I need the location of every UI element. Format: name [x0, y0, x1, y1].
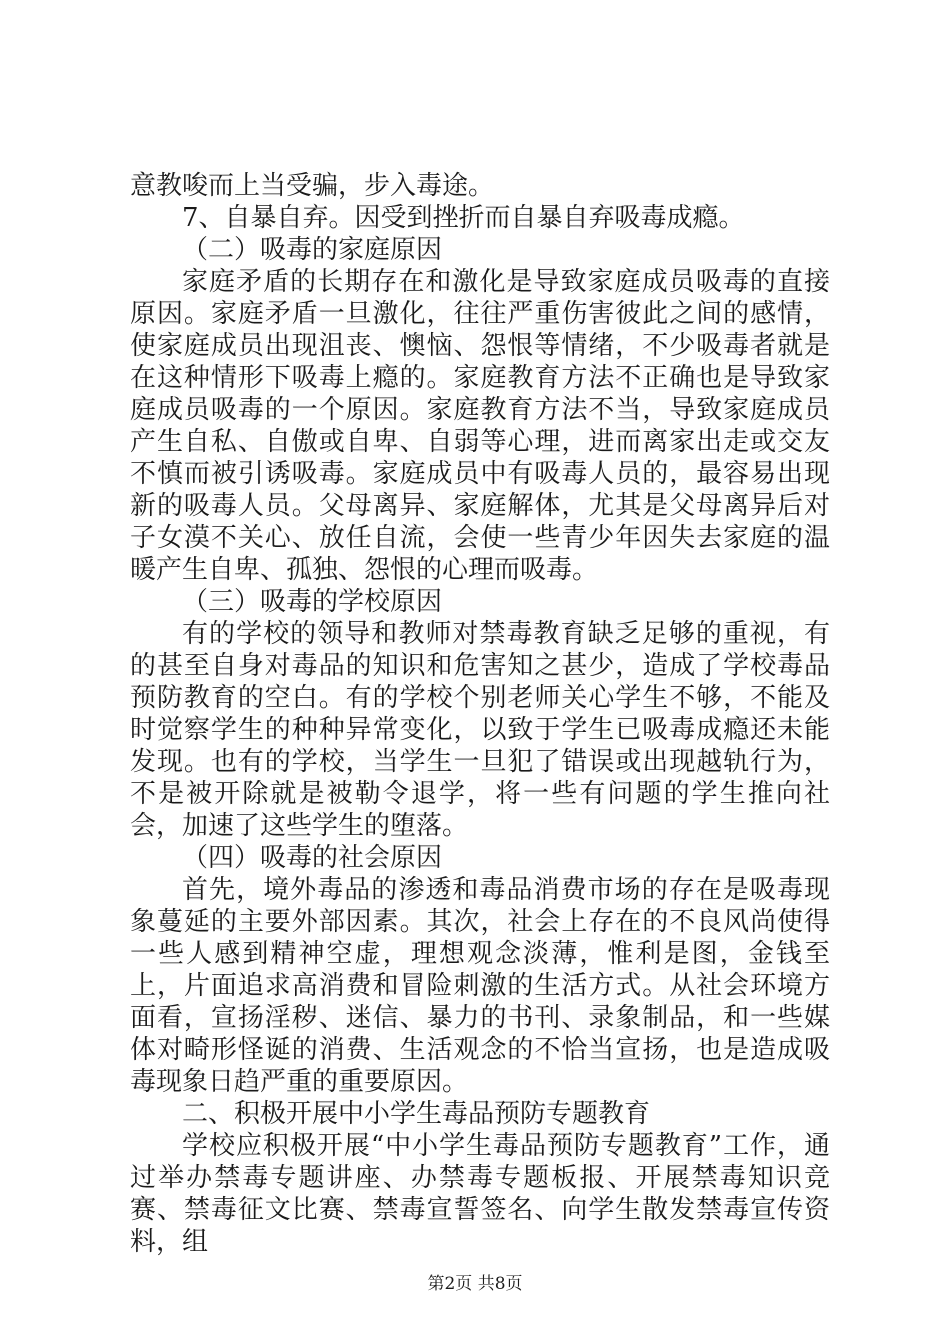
section-heading-education: 二、积极开展中小学生毒品预防专题教育: [182, 1099, 651, 1129]
section-heading-family: （二）吸毒的家庭原因: [182, 235, 443, 265]
section-heading-school: （三）吸毒的学校原因: [182, 587, 443, 617]
paragraph-education: 学校应积极开展“中小学生毒品预防专题教育”工作，通过举办禁毒专题讲座、办禁毒专题板报、开展禁毒知识竞赛、禁毒征文比赛、禁毒宣誓签名、向学生散发禁毒宣传资料，组: [130, 1131, 830, 1257]
section-heading-society: （四）吸毒的社会原因: [182, 843, 443, 873]
paragraph-2: 7、自暴自弃。因受到挫折而自暴自弃吸毒成瘾。: [182, 203, 745, 233]
document-body: [130, 170, 830, 1258]
paragraph-1: 意教唆而上当受骗，步入毒途。: [130, 171, 495, 201]
page-number: 第2页 共8页: [427, 1274, 523, 1294]
paragraph-school-causes: 有的学校的领导和教师对禁毒教育缺乏足够的重视，有的甚至自身对毒品的知识和危害知之甚少，造成了学校毒品预防教育的空白。有的学校个别老师关心学生不够，不能及时觉察学生的种种异常变化，以致于学生已吸毒成瘾还未能发现。也有的学校，当学生一旦犯了错误或出现越轨行为，不是被开除就是被勒令退学，将一些有问题的学生推向社会，加速了这些学生的堕落。: [130, 619, 830, 841]
paragraph-society-causes: 首先，境外毒品的渗透和毒品消费市场的存在是吸毒现象蔓延的主要外部因素。其次，社会上存在的不良风尚使得一些人感到精神空虚，理想观念淡薄，惟利是图，金钱至上，片面追求高消费和冒险刺激的生活方式。从社会环境方面看，宣扬淫秽、迷信、暴力的书刊、录象制品，和一些媒体对畸形怪诞的消费、生活观念的不恰当宣扬，也是造成吸毒现象日趋严重的重要原因。: [130, 875, 830, 1097]
paragraph-family-causes: 家庭矛盾的长期存在和激化是导致家庭成员吸毒的直接原因。家庭矛盾一旦激化，往往严重伤害彼此之间的感情，使家庭成员出现沮丧、懊恼、怨恨等情绪，不少吸毒者就是在这种情形下吸毒上瘾的。家庭教育方法不正确也是导致家庭成员吸毒的一个原因。家庭教育方法不当，导致家庭成员产生自私、自傲或自卑、自弱等心理，进而离家出走或交友不慎而被引诱吸毒。家庭成员中有吸毒人员的，最容易出现新的吸毒人员。父母离异、家庭解体，尤其是父母离异后对子女漠不关心、放任自流，会使一些青少年因失去家庭的温暖产生自卑、孤独、怨恨的心理而吸毒。: [130, 267, 830, 585]
